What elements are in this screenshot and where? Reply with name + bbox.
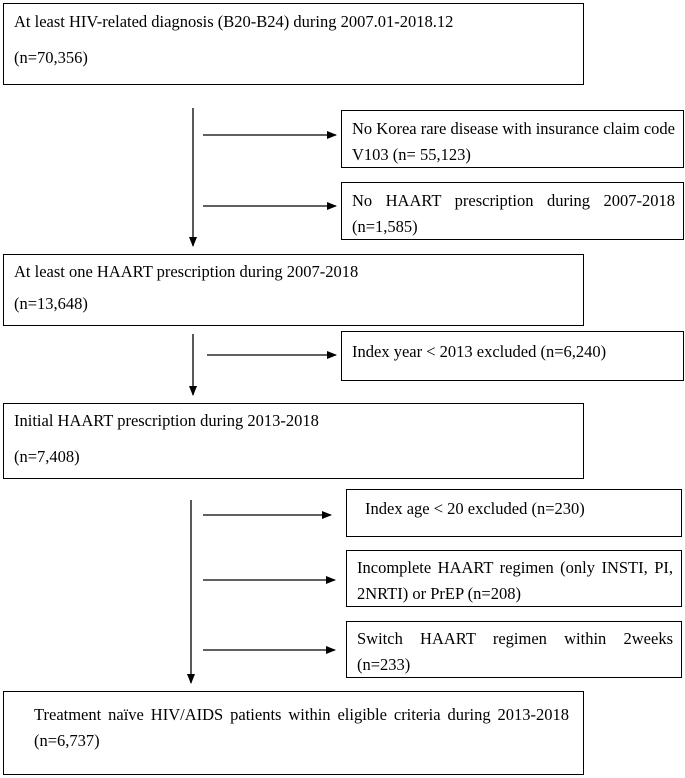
exclusion-no-rare-disease-code xyxy=(341,110,684,168)
box-hiv-diagnosis-count: (n=70,356) xyxy=(14,47,88,67)
exclusion-index-age xyxy=(346,489,682,537)
box-haart-prescription xyxy=(3,254,584,326)
exclusion-switch-regimen xyxy=(346,621,682,678)
exclusion-incomplete-regimen xyxy=(346,550,682,607)
exclusion-index-year-text: Index year < 2013 excluded (n=6,240) xyxy=(352,342,607,361)
box-initial-haart-title: Initial HAART prescription during 2013-2018 xyxy=(14,411,319,430)
exclusion-no-rare-disease-code-text: No Korea rare disease with insurance claim code V103 (n= 55,123) xyxy=(352,119,675,164)
exclusion-incomplete-regimen-text: Incomplete HAART regimen (only INSTI, PI, 2NRTI) or PrEP (n=208) xyxy=(357,558,673,603)
exclusion-index-age-text: Index age < 20 excluded (n=230) xyxy=(365,499,585,518)
box-treatment-naive xyxy=(3,691,584,775)
exclusion-no-haart-text: No HAART prescription during 2007-2018 (n=1,585) xyxy=(352,191,675,236)
box-initial-haart-count: (n=7,408) xyxy=(14,446,80,466)
box-initial-haart xyxy=(3,403,584,479)
box-treatment-naive-text: Treatment naïve HIV/AIDS patients within eligible criteria during 2013-2018 (n=6,737) xyxy=(34,705,569,750)
box-hiv-diagnosis xyxy=(3,3,584,85)
exclusion-switch-regimen-text: Switch HAART regimen within 2weeks (n=233) xyxy=(357,629,673,674)
exclusion-no-haart xyxy=(341,182,684,240)
exclusion-index-year xyxy=(341,331,684,381)
box-haart-prescription-count: (n=13,648) xyxy=(14,293,88,313)
box-haart-prescription-title: At least one HAART prescription during 2007-2018 xyxy=(14,262,359,281)
box-hiv-diagnosis-title: At least HIV-related diagnosis (B20-B24) during 2007.01-2018.12 xyxy=(14,12,454,31)
